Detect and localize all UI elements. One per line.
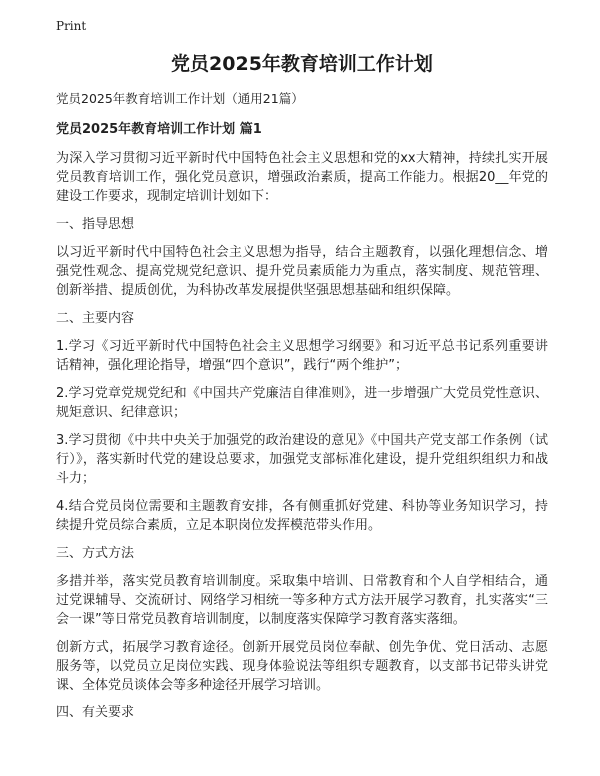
guiding-ideology-paragraph: 以习近平新时代中国特色社会主义思想为指导，结合主题教育，以强化理想信念、增强党性观念、提高党规党纪意识、提升党员素质能力为重点，落实制度、规范管理、创新举措、提质创优，为科协改革发展提供坚强思想基础和组织保障。 — [56, 245, 548, 298]
methods-paragraph-2: 创新方式，拓展学习教育途径。创新开展党员岗位奉献、创先争优、党日活动、志愿服务等，以党员立足岗位实践、现身体验说法等组织专题教育，以支部书记带头讲党课、全体党员谈体会等多种途径开展学习培训。 — [56, 640, 548, 693]
content-item-2: 2.学习党章党规党纪和《中国共产党廉洁自律准则》，进一步增强广大党员党性意识、规矩意识、纪律意识； — [56, 386, 548, 420]
heading-requirements: 四、有关要求 — [56, 705, 135, 720]
content-item-1: 1.学习《习近平新时代中国特色社会主义思想学习纲要》和习近平总书记系列重要讲话精神，强化理论指导，增强“四个意识”，践行“两个维护”； — [56, 339, 548, 373]
intro-paragraph: 为深入学习贯彻习近平新时代中国特色社会主义思想和党的xx大精神，持续扎实开展党员教育培训工作，强化党员意识，增强政治素质，提高工作能力。根据20__年党的建设工作要求，现制定培训计划如下： — [56, 151, 548, 204]
heading-main-content: 二、主要内容 — [56, 311, 135, 326]
document-title: 党员2025年教育培训工作计划 — [171, 53, 433, 75]
content-item-3: 3.学习贯彻《中共中央关于加强党的政治建设的意见》《中国共产党支部工作条例（试行）》，落实新时代党的建设总要求，加强党支部标准化建设，提升党组织组织力和战斗力； — [56, 433, 548, 486]
section-heading: 党员2025年教育培训工作计划 篇1 — [56, 122, 262, 137]
methods-paragraph-1: 多措并举，落实党员教育培训制度。采取集中培训、日常教育和个人自学相结合，通过党课辅导、交流研讨、网络学习相统一等多种方式方法开展学习教育，扎实落实“三会一课”等日常党员教育培训制度，以制度落实保障学习教育落实落细。 — [56, 574, 548, 627]
document-subtitle: 党员2025年教育培训工作计划（通用21篇） — [56, 91, 304, 106]
document-body — [56, 50, 548, 722]
content-item-4: 4.结合党员岗位需要和主题教育安排，各有侧重抓好党建、科协等业务知识学习，持续提升党员综合素质，立足本职岗位发挥模范带头作用。 — [56, 499, 548, 533]
heading-methods: 三、方式方法 — [56, 546, 135, 561]
heading-guiding-ideology: 一、指导思想 — [56, 217, 135, 232]
print-link[interactable]: Print — [56, 19, 87, 33]
